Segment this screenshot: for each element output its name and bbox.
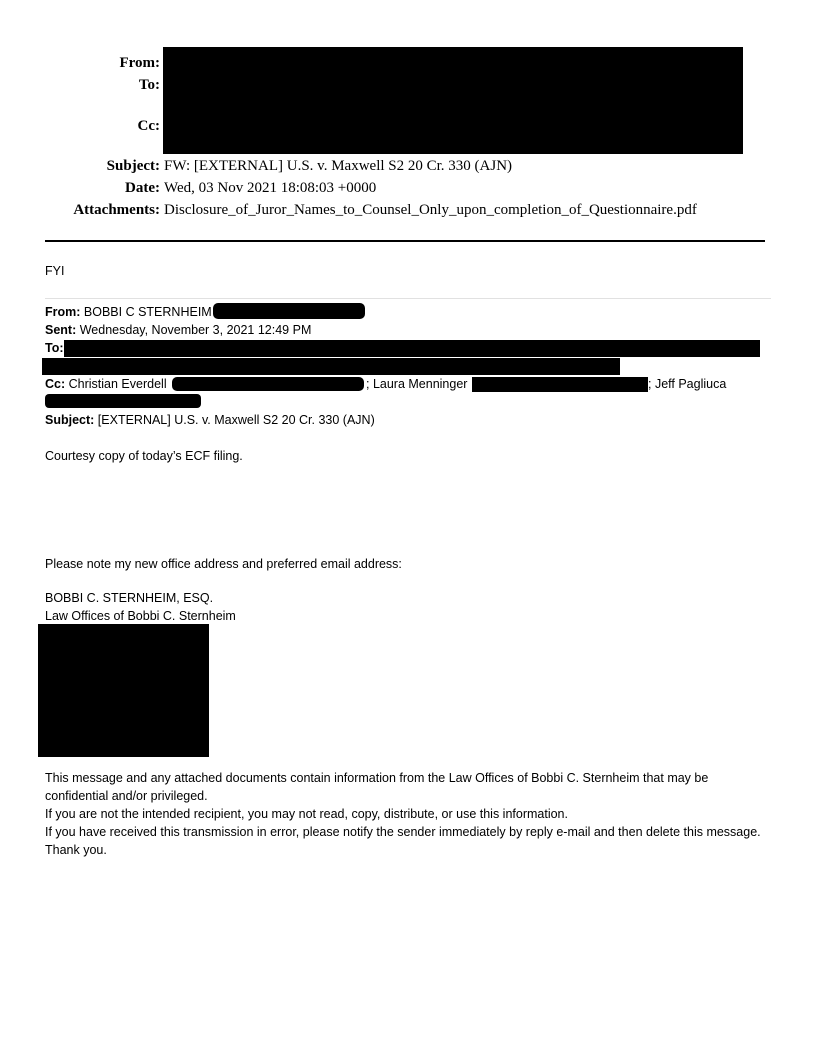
fwd-cc-name-1: Christian Everdell (68, 377, 167, 391)
header-divider (45, 240, 765, 242)
date-label: Date: (125, 180, 160, 196)
fwd-from-label: From: (45, 305, 81, 319)
address-note: Please note my new office address and preferred email address: (45, 557, 402, 571)
fwd-to-redaction-2 (42, 358, 620, 375)
fwd-cc-sep-2: ; Jeff Pagliuca (648, 377, 727, 391)
fwd-cc-line (45, 375, 167, 393)
fwd-from-email-redaction (213, 303, 365, 319)
cc-label: Cc: (137, 118, 160, 134)
fwd-to-label: To: (45, 341, 64, 355)
fwd-to-line (45, 339, 64, 357)
fwd-cc-redaction-3 (45, 394, 201, 408)
signature-name: BOBBI C. STERNHEIM, ESQ. (45, 591, 214, 605)
subject-value: FW: [EXTERNAL] U.S. v. Maxwell S2 20 Cr. 330 (AJN) (164, 158, 513, 174)
fwd-subject-value: [EXTERNAL] U.S. v. Maxwell S2 20 Cr. 330 (AJN) (97, 413, 375, 427)
fwd-subject-label: Subject: (45, 413, 95, 427)
disclaimer-2: If you are not the intended recipient, you may not read, copy, distribute, or use this information. (45, 807, 568, 821)
fyi-text: FYI (45, 264, 65, 278)
fwd-sent-label: Sent: (45, 323, 77, 337)
fwd-cc-redaction-1 (172, 377, 364, 391)
fwd-to-redaction-1 (64, 340, 760, 357)
signature-firm: Law Offices of Bobbi C. Sternheim (45, 609, 236, 623)
subject-label: Subject: (106, 158, 160, 174)
fwd-from-line (45, 303, 212, 321)
fwd-sent-value: Wednesday, November 3, 2021 12:49 PM (79, 323, 312, 337)
fwd-cc-redaction-2 (472, 377, 648, 392)
courtesy-text: Courtesy copy of today’s ECF filing. (45, 449, 243, 463)
disclaimer-1: This message and any attached documents contain information from the Law Offices of Bobbi C. Sternheim that may be confidential and/or privileged. (45, 771, 709, 803)
forward-divider (45, 298, 771, 299)
to-label: To: (138, 77, 160, 93)
fwd-sent-line (45, 321, 311, 339)
fwd-cc-label: Cc: (45, 377, 66, 391)
fwd-from-value: BOBBI C STERNHEIM (83, 305, 212, 319)
fwd-subject-line (45, 411, 375, 429)
attachments-label: Attachments: (73, 202, 160, 218)
signature-redaction (38, 624, 209, 757)
fwd-cc-sep-1: ; Laura Menninger (366, 377, 468, 391)
disclaimer-3: If you have received this transmission in error, please notify the sender immediately by reply e-mail and then delete this message. Thank you. (45, 825, 761, 857)
date-value: Wed, 03 Nov 2021 18:08:03 +0000 (164, 180, 377, 196)
attachment-link[interactable]: Disclosure_of_Juror_Names_to_Counsel_Only_upon_completion_of_Questionnaire.pdf (164, 202, 697, 218)
from-label: From: (119, 55, 160, 71)
header-redaction (163, 47, 743, 154)
